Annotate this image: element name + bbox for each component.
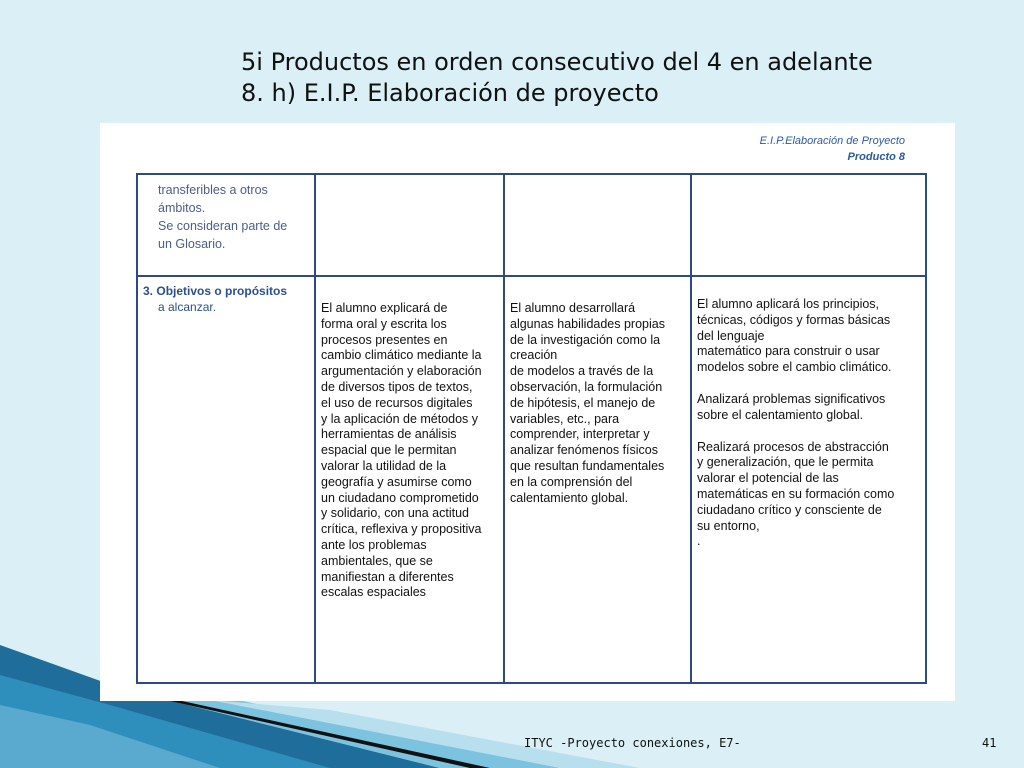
text-line: el uso de recursos digitales [321, 395, 473, 410]
text-line: transferibles a otros [158, 183, 268, 197]
text-line: escalas espaciales [321, 585, 426, 600]
slide-footer: ITYC -Proyecto conexiones, E7- [524, 736, 741, 750]
text-line: ambientales, que se [321, 553, 433, 568]
text-line: ciudadano crítico y consciente de [697, 502, 882, 517]
glossary-note [138, 175, 314, 253]
text-line: variables, etc., para [510, 411, 620, 426]
text-line: Se consideran parte de [158, 219, 288, 233]
paragraph-gap [697, 424, 921, 440]
table-cell [691, 174, 926, 276]
text-line: observación, la formulación [510, 379, 663, 394]
text-line: que resultan fundamentales [510, 458, 665, 473]
text-line: en la comprensión del [510, 474, 633, 489]
text-line: comprender, interpretar y [510, 427, 650, 442]
table-row [137, 174, 926, 276]
document-header [760, 133, 905, 165]
text-line: valorar el potencial de las [697, 471, 839, 486]
objective-label-line-1: Objetivos o propósitos [156, 284, 288, 298]
text-line: argumentación y elaboración [321, 364, 482, 379]
table-row [137, 276, 926, 683]
table-cell [504, 174, 691, 276]
table-cell [315, 174, 504, 276]
text-line: espacial que le permitan [321, 443, 457, 458]
text-line: geografía y asumirse como [321, 474, 472, 489]
objective-label-line-2 [143, 299, 308, 315]
text-line: y generalización, que le permita [697, 455, 874, 470]
paragraph-gap [697, 376, 921, 392]
text-line: algunas habilidades propias [510, 316, 665, 331]
text-line: de modelos a través de la [510, 364, 654, 379]
table-cell [504, 276, 691, 683]
text-line: El alumno explicará de [321, 301, 448, 315]
text-line: y la aplicación de métodos y [321, 411, 479, 426]
table-cell [691, 276, 926, 683]
text-line: su entorno, [697, 518, 760, 533]
text-line: herramientas de análisis [321, 427, 457, 442]
text-line: cambio climático mediante la [321, 348, 482, 363]
text-line: matemáticas en su formación como [697, 486, 895, 501]
document-header-title: E.I.P.Elaboración de Proyecto [759, 135, 905, 147]
text-line: sobre el calentamiento global. [697, 407, 864, 422]
text-line: de diversos tipos de textos, [321, 379, 473, 394]
text-line: un Glosario. [158, 237, 226, 251]
geography-objective [316, 277, 503, 601]
text-line: de hipótesis, el manejo de [510, 395, 656, 410]
text-line: y solidario, con una actitud [321, 506, 470, 521]
text-line: Realizará procesos de abstracción [697, 439, 889, 454]
physics-objective [505, 277, 690, 506]
text-line: del lenguaje [697, 328, 765, 343]
text-line: procesos presentes en [321, 332, 448, 347]
objectives-label [138, 277, 314, 315]
text-line: valorar la utilidad de la [321, 458, 447, 473]
text-line: creación [510, 348, 558, 363]
slide-title-line-2: 8. h) E.I.P. Elaboración de proyecto [241, 79, 659, 107]
objective-label-text: a alcanzar [158, 300, 213, 314]
text-line: de la investigación como la [510, 332, 661, 347]
text-line: modelos sobre el cambio climático. [697, 360, 892, 375]
text-line: ámbitos. [158, 201, 206, 215]
text-line: matemático para construir o usar [697, 344, 880, 359]
text-line: . [697, 534, 701, 549]
objective-label-period: . [212, 300, 217, 314]
text-line: forma oral y escrita los [321, 316, 447, 331]
table-cell [315, 276, 504, 683]
document-header-product: Producto 8 [847, 151, 905, 163]
objective-number: 3. [143, 284, 154, 298]
text-line: calentamiento global. [510, 490, 629, 505]
planning-table [136, 173, 927, 684]
table-cell [137, 276, 315, 683]
text-line: un ciudadano comprometido [321, 490, 479, 505]
text-line: analizar fenómenos físicos [510, 443, 658, 458]
text-line: El alumno desarrollará [510, 301, 636, 315]
page-number: 41 [982, 736, 997, 750]
text-line: Analizará problemas significativos [697, 391, 886, 406]
text-line: crítica, reflexiva y propositiva [321, 522, 482, 537]
table-cell [137, 174, 315, 276]
slide-title-line-1: 5i Productos en orden consecutivo del 4 en adelante [241, 48, 873, 76]
text-line: ante los problemas [321, 537, 427, 552]
document-image [100, 123, 955, 701]
text-line: técnicas, códigos y formas básicas [697, 312, 891, 327]
text-line: manifiestan a diferentes [321, 569, 454, 584]
math-objective [692, 277, 925, 550]
text-line: El alumno aplicará los principios, [697, 297, 880, 311]
slide-title [241, 47, 873, 109]
